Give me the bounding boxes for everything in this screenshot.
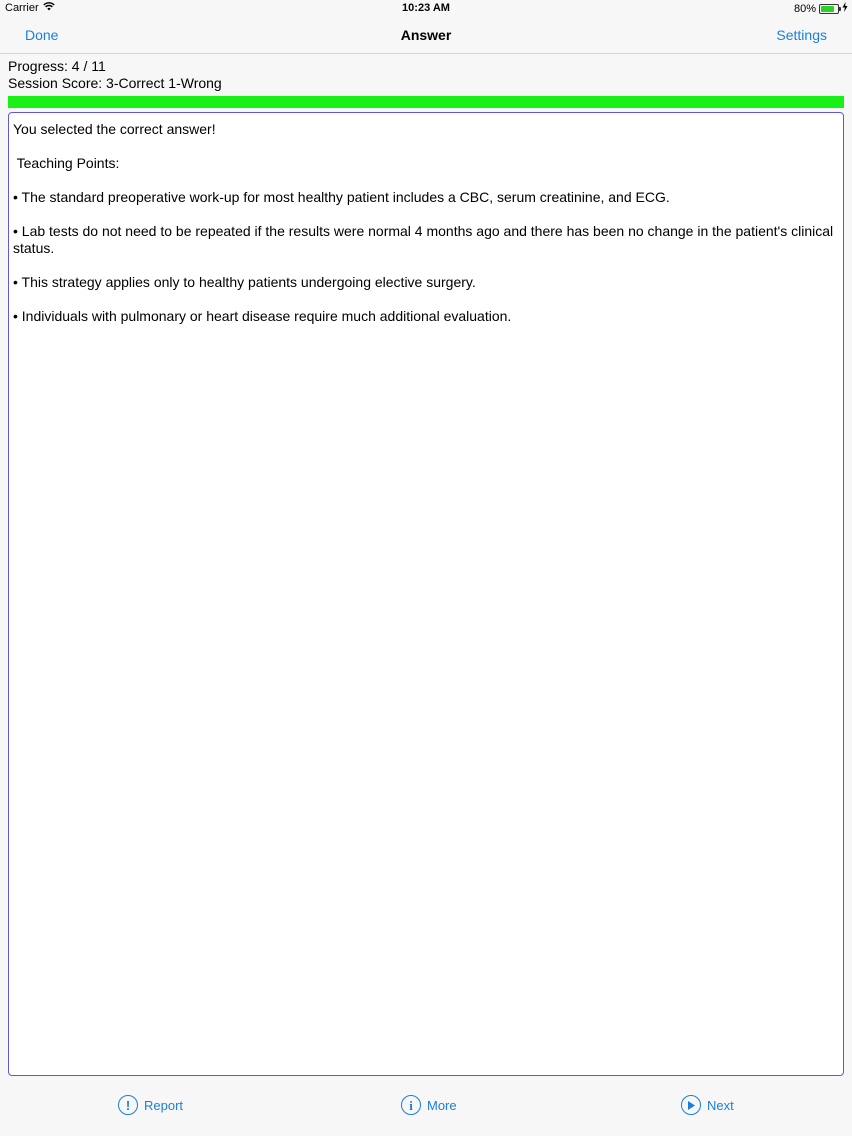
page-title: Answer bbox=[400, 27, 452, 43]
more-button[interactable] bbox=[401, 1095, 457, 1115]
result-text: You selected the correct answer! bbox=[13, 121, 216, 137]
session-info bbox=[8, 58, 222, 92]
play-circle-icon bbox=[681, 1095, 701, 1115]
report-button[interactable] bbox=[118, 1095, 183, 1115]
navigation-bar bbox=[0, 18, 852, 54]
session-score-label: Session Score: 3-Correct 1-Wrong bbox=[8, 75, 222, 91]
more-label: More bbox=[427, 1097, 457, 1113]
status-time: 10:23 AM bbox=[402, 2, 450, 14]
bottom-toolbar bbox=[0, 1080, 852, 1136]
carrier-label: Carrier bbox=[5, 2, 39, 14]
status-right bbox=[794, 2, 848, 15]
teaching-point: • Individuals with pulmonary or heart disease require much additional evaluation. bbox=[13, 308, 512, 324]
battery-percent: 80% bbox=[793, 2, 816, 15]
charging-icon bbox=[842, 2, 848, 15]
info-circle-icon: i bbox=[401, 1095, 421, 1115]
teaching-point: • Lab tests do not need to be repeated if the results were normal 4 months ago and there has been no change in the patient's clinical status. bbox=[13, 223, 834, 256]
next-button[interactable] bbox=[681, 1095, 734, 1115]
settings-button[interactable]: Settings bbox=[776, 27, 827, 43]
progress-bar-fill bbox=[8, 96, 844, 108]
battery-icon bbox=[819, 4, 839, 14]
progress-label: Progress: 4 / 11 bbox=[8, 58, 106, 74]
done-button[interactable]: Done bbox=[25, 27, 59, 43]
answer-text-view[interactable] bbox=[8, 112, 844, 1076]
status-bar bbox=[0, 0, 852, 18]
next-label: Next bbox=[707, 1097, 734, 1113]
progress-bar bbox=[8, 96, 844, 108]
teaching-points-heading: Teaching Points: bbox=[13, 155, 120, 171]
teaching-point: • This strategy applies only to healthy patients undergoing elective surgery. bbox=[13, 274, 476, 290]
teaching-point: • The standard preoperative work-up for most healthy patient includes a CBC, serum creatinine, and ECG. bbox=[13, 189, 670, 205]
report-label: Report bbox=[144, 1097, 184, 1113]
exclamation-circle-icon: ! bbox=[118, 1095, 138, 1115]
